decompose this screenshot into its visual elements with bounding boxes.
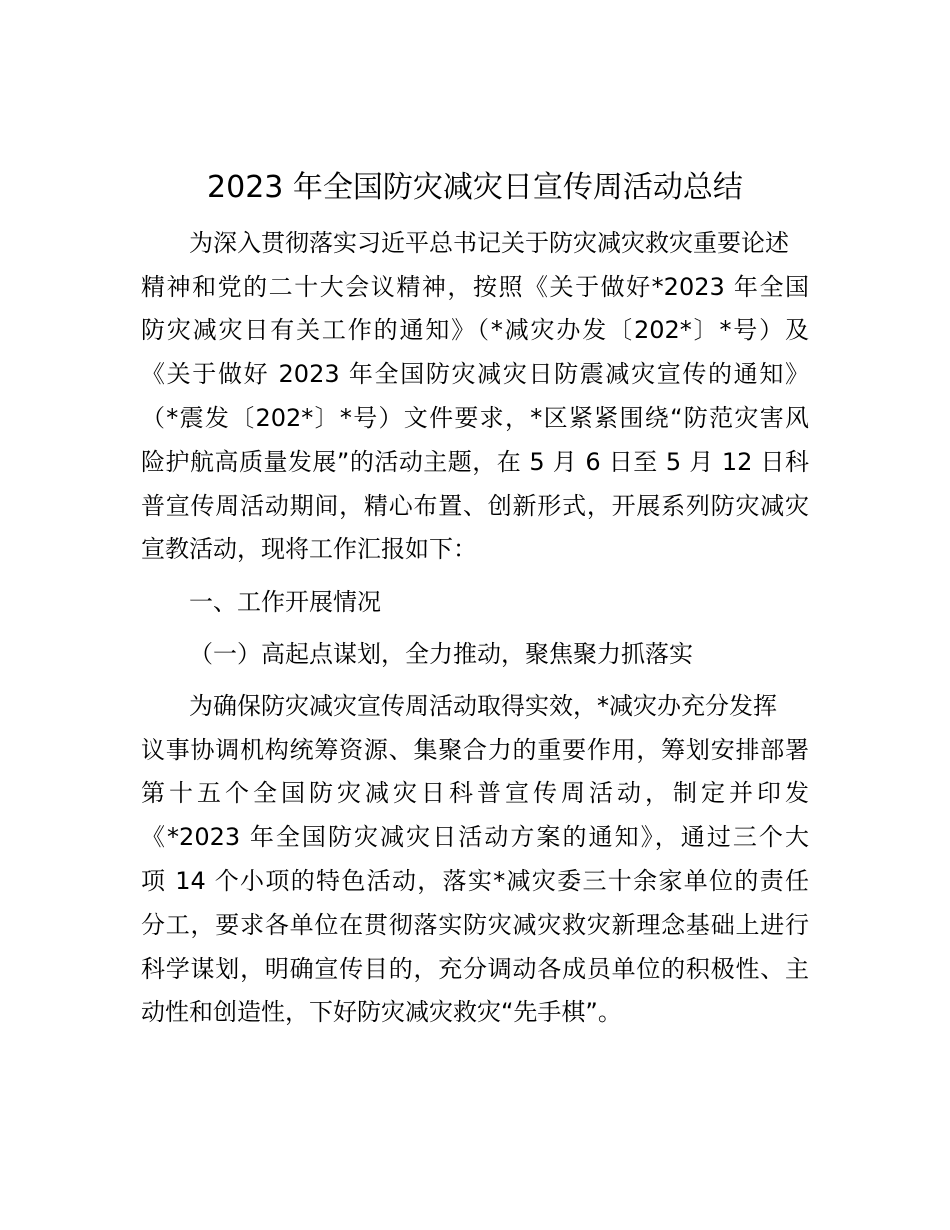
section-heading: 一、工作开展情况 [189, 588, 381, 616]
document-title: 2023 年全国防灾减灾日宣传周活动总结 [207, 170, 743, 205]
paragraph-1-line: 普宣传周活动期间，精心布置、创新形式，开展系列防灾减灾 [141, 492, 809, 520]
paragraph-1-line: 精神和党的二十大会议精神，按照《关于做好*2023 年全国 [141, 273, 809, 301]
paragraph-2-line: 议事协调机构统筹资源、集聚合力的重要作用，筹划安排部署 [141, 736, 809, 764]
paragraph-2-line: 为确保防灾减灾宣传周活动取得实效，*减灾办充分发挥 [189, 692, 777, 720]
paragraph-2-line: 项 14 个小项的特色活动，落实*减灾委三十余家单位的责任 [141, 867, 809, 895]
paragraph-2-line: 分工，要求各单位在贯彻落实防灾减灾救灾新理念基础上进行 [141, 911, 809, 939]
paragraph-2-line: 第十五个全国防灾减灾日科普宣传周活动，制定并印发 [141, 779, 809, 807]
paragraph-1-line: （*震发〔202*〕*号）文件要求，*区紧紧围绕“防范灾害风 [141, 404, 809, 432]
paragraph-2-line: 动性和创造性，下好防灾减灾救灾“先手棋”。 [141, 998, 622, 1026]
paragraph-1-line: 《关于做好 2023 年全国防灾减灾日防震减灾宣传的通知》 [141, 360, 809, 388]
paragraph-1-line: 防灾减灾日有关工作的通知》（*减灾办发〔202*〕*号）及 [141, 316, 809, 344]
paragraph-1-line: 险护航高质量发展”的活动主题，在 5 月 6 日至 5 月 12 日科 [141, 448, 809, 476]
paragraph-2-line: 科学谋划，明确宣传目的，充分调动各成员单位的积极性、主 [141, 955, 809, 983]
subsection-heading: （一）高起点谋划，全力推动，聚焦聚力抓落实 [189, 640, 693, 668]
paragraph-2-line: 《*2023 年全国防灾减灾日活动方案的通知》，通过三个大 [141, 823, 809, 851]
paragraph-1-line: 为深入贯彻落实习近平总书记关于防灾减灾救灾重要论述 [189, 229, 789, 257]
paragraph-1-line: 宣教活动，现将工作汇报如下： [141, 535, 477, 563]
